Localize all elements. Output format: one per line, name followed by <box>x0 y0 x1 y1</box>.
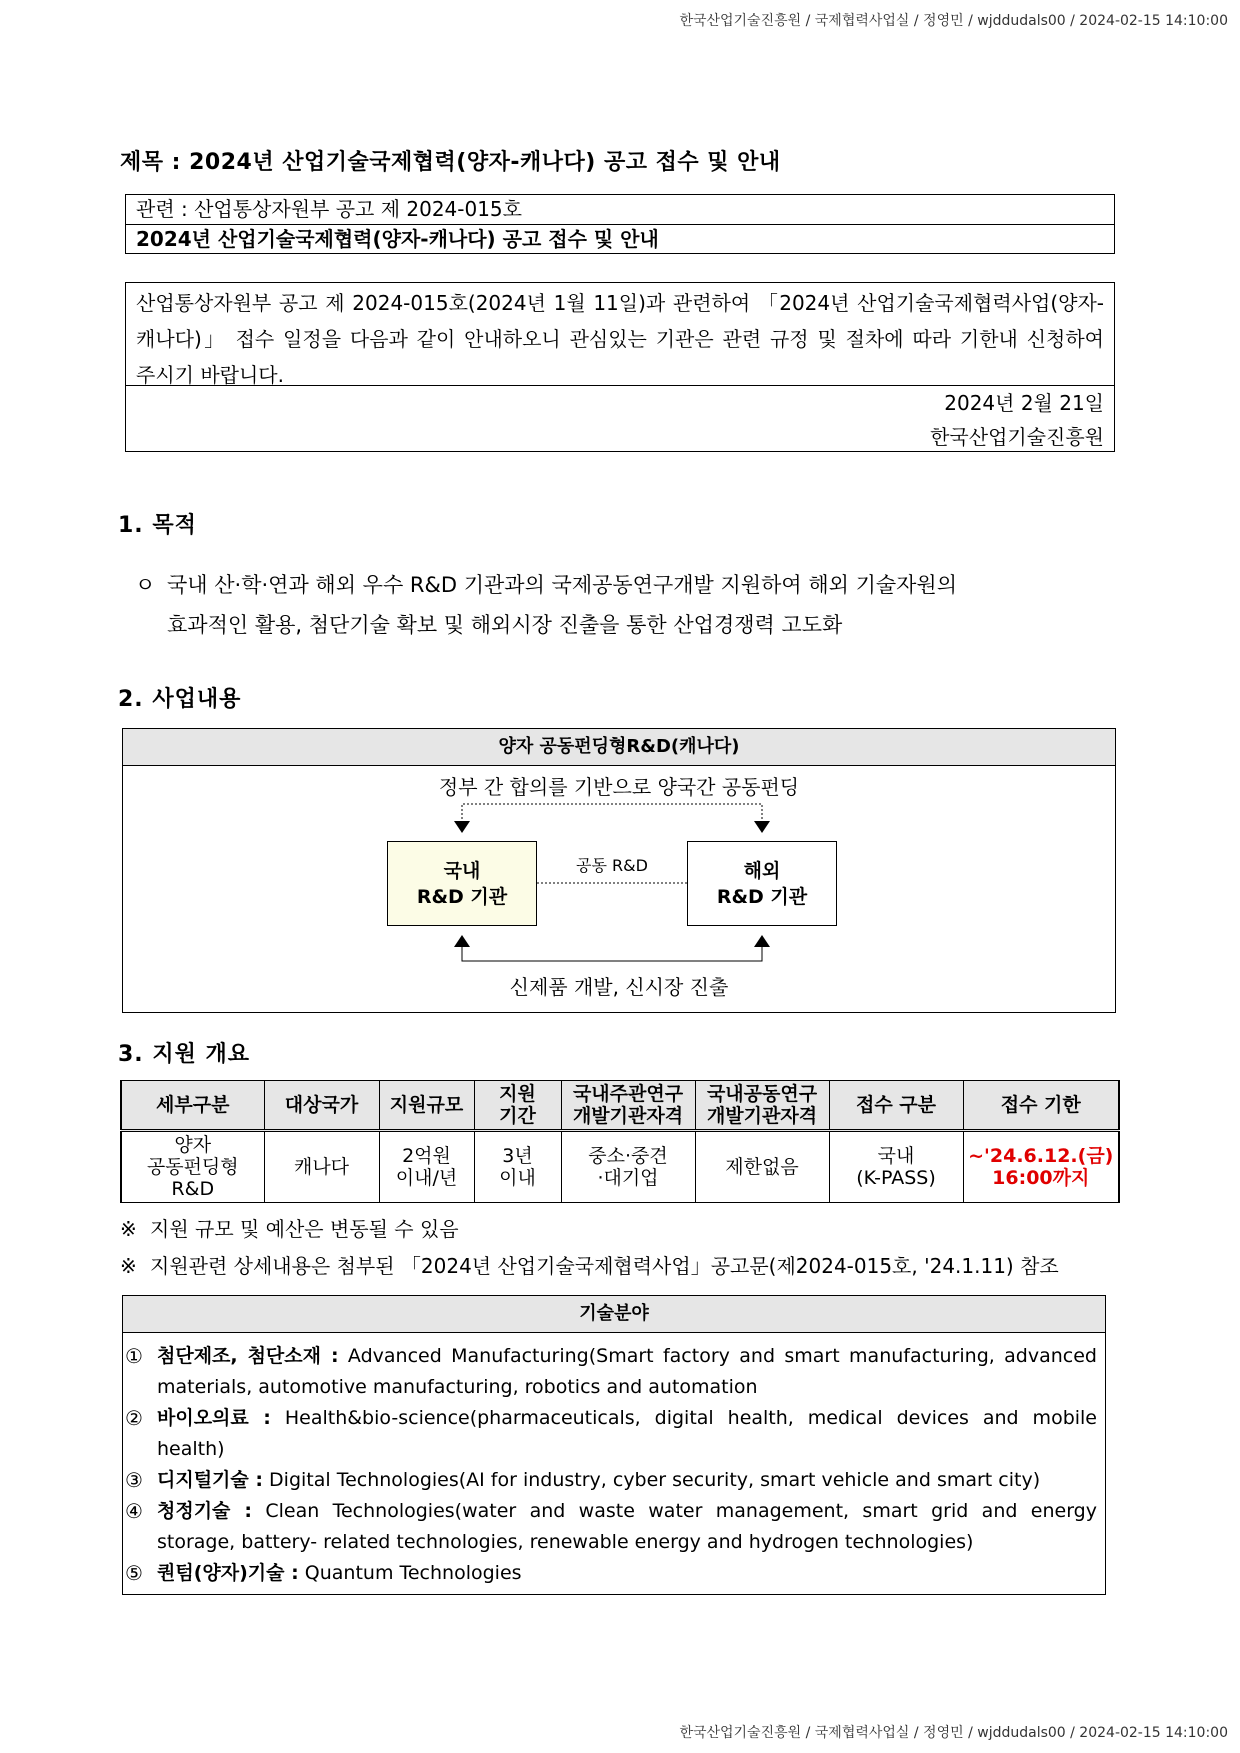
item-text <box>157 1558 1097 1589</box>
note-budget-text: 지원 규모 및 예산은 변동될 수 있음 <box>150 1217 459 1241</box>
tech-field-heading: 기술분야 <box>123 1296 1105 1333</box>
item-number: ⑤ <box>125 1561 143 1585</box>
domestic-label-1: 국내 <box>443 859 481 882</box>
table-cell: 캐나다 <box>264 1131 379 1203</box>
header-cell: 국내공동연구 개발기관자격 <box>695 1081 829 1131</box>
related-box <box>125 194 1115 254</box>
document-stamp-bottom: 한국산업기술진흥원 / 국제협력사업실 / 정영민 / wjddudals00 / 2024-02-15 14:10:00 <box>679 1725 1228 1741</box>
related-line-2: 2024년 산업기술국제협력(양자-캐나다) 공고 접수 및 안내 <box>126 224 1114 254</box>
purpose-line-2: 효과적인 활용, 첨단기술 확보 및 해외시장 진출을 통한 산업경쟁력 고도화 <box>167 613 843 637</box>
item-text <box>157 1403 1097 1465</box>
item-description: Advanced Manufacturing(Smart factory and smart manufacturing, advanced materials, automotive manufacturing, robotics and automation <box>157 1345 1097 1398</box>
table-cell: 양자 공동펀딩형 R&D <box>121 1131 264 1203</box>
list-item <box>125 1558 1097 1589</box>
document-stamp-top: 한국산업기술진흥원 / 국제협력사업실 / 정영민 / wjddudals00 / 2024-02-15 14:10:00 <box>679 13 1228 29</box>
table-header-row <box>121 1081 1119 1131</box>
domestic-rd-box <box>387 841 537 926</box>
business-diagram <box>122 728 1116 1013</box>
list-item <box>125 1465 1097 1496</box>
table-cell: 제한없음 <box>695 1131 829 1203</box>
joint-rd-label: 공동 R&D <box>576 856 648 875</box>
notice-date: 2024년 2월 21일 <box>944 391 1104 415</box>
arrow-up-left-icon <box>454 935 470 947</box>
section-heading-support: 3. 지원 개요 <box>118 1042 250 1067</box>
list-item <box>125 1341 1097 1403</box>
note-details-text: 지원관련 상세내용은 첨부된 「2024년 산업기술국제협력사업」공고문(제2024-015호, '24.1.11) 참조 <box>150 1254 1059 1278</box>
bullet-icon: ㅇ <box>135 573 156 597</box>
support-table <box>120 1080 1120 1203</box>
item-description: Clean Technologies(water and waste water management, smart grid and energy storage, battery- related technologies, renewable energy and hydrogen technologies) <box>157 1500 1097 1553</box>
list-item <box>125 1403 1097 1465</box>
item-number: ③ <box>125 1468 143 1492</box>
related-line-1: 관련 : 산업통상자원부 공고 제 2024-015호 <box>136 197 522 221</box>
header-cell: 접수 구분 <box>829 1081 963 1131</box>
reference-mark-icon: ※ <box>120 1254 137 1278</box>
arrow-down-left-icon <box>454 821 470 833</box>
arrow-up-right-icon <box>754 935 770 947</box>
table-cell: 국내 (K-PASS) <box>829 1131 963 1203</box>
list-item <box>125 1496 1097 1558</box>
domestic-label-2: R&D 기관 <box>416 885 508 908</box>
tech-field-box <box>122 1295 1106 1595</box>
note-budget <box>120 1213 459 1242</box>
notice-body: 산업통상자원부 공고 제 2024-015호(2024년 1월 11일)과 관련하여 「2024년 산업기술국제협력사업(양자-캐나다)」 접수 일정을 다음과 같이 안내하오니 관심있는 기관은 관련 규정 및 절차에 따라 기한내 신청하여 주시기 바랍니다. <box>126 283 1114 386</box>
overseas-rd-box <box>687 841 837 926</box>
section-heading-purpose: 1. 목적 <box>118 513 197 538</box>
section-heading-business: 2. 사업내용 <box>118 687 242 712</box>
reference-mark-icon: ※ <box>120 1217 137 1241</box>
item-name: 청정기술 : <box>157 1500 252 1522</box>
header-cell: 국내주관연구 개발기관자격 <box>561 1081 695 1131</box>
note-details <box>120 1250 1059 1279</box>
table-row <box>121 1131 1119 1203</box>
item-text <box>157 1341 1097 1403</box>
deadline-cell: ~'24.6.12.(금) 16:00까지 <box>963 1131 1119 1203</box>
item-description: Quantum Technologies <box>304 1562 522 1584</box>
table-cell: 중소·중견 ·대기업 <box>561 1131 695 1203</box>
item-description: Digital Technologies(AI for industry, cyber security, smart vehicle and smart city) <box>269 1469 1041 1491</box>
header-cell: 대상국가 <box>264 1081 379 1131</box>
item-name: 퀀텀(양자)기술 : <box>157 1562 299 1584</box>
purpose-line-1: 국내 산·학·연과 해외 우수 R&D 기관과의 국제공동연구개발 지원하여 해외 기술자원의 <box>167 573 958 597</box>
arrow-down-right-icon <box>754 821 770 833</box>
notice-box <box>125 282 1115 452</box>
header-cell: 지원규모 <box>379 1081 474 1131</box>
item-description: Health&bio-science(pharmaceuticals, digital health, medical devices and mobile health) <box>157 1407 1097 1460</box>
overseas-label-2: R&D 기관 <box>716 885 808 908</box>
purpose-paragraph <box>135 565 1125 645</box>
item-number: ② <box>125 1406 143 1430</box>
tech-field-list <box>123 1333 1105 1589</box>
header-cell: 세부구분 <box>121 1081 264 1131</box>
header-cell: 지원 기간 <box>474 1081 561 1131</box>
item-name: 첨단제조, 첨단소재 : <box>157 1345 339 1367</box>
header-cell: 접수 기한 <box>963 1081 1119 1131</box>
diagram-top-text: 정부 간 합의를 기반으로 양국간 공동펀딩 <box>438 775 800 799</box>
item-number: ④ <box>125 1499 143 1523</box>
notice-organization: 한국산업기술진흥원 <box>930 425 1104 449</box>
overseas-label-1: 해외 <box>743 859 781 882</box>
item-text <box>157 1496 1097 1558</box>
item-name: 바이오의료 : <box>157 1407 271 1429</box>
table-cell: 3년 이내 <box>474 1131 561 1203</box>
document-title: 제목 : 2024년 산업기술국제협력(양자-캐나다) 공고 접수 및 안내 <box>120 150 781 175</box>
table-cell: 2억원 이내/년 <box>379 1131 474 1203</box>
diagram-title: 양자 공동펀딩형R&D(캐나다) <box>123 729 1115 766</box>
item-name: 디지털기술 : <box>157 1469 263 1491</box>
diagram-bottom-text: 신제품 개발, 신시장 진출 <box>509 975 729 999</box>
item-number: ① <box>125 1344 143 1368</box>
item-text <box>157 1465 1097 1496</box>
